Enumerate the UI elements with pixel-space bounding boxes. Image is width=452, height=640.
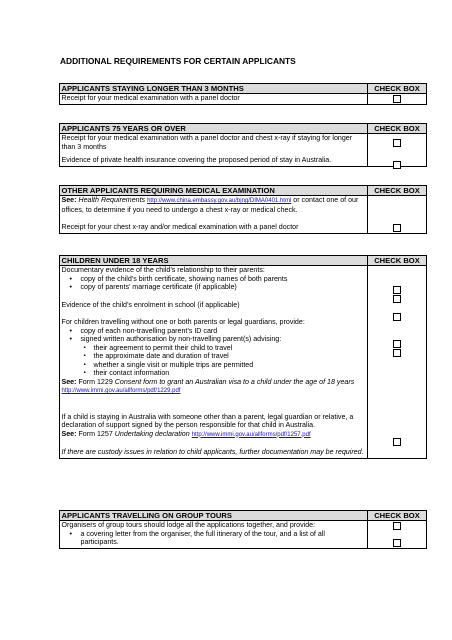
- section-title: APPLICANTS TRAVELLING ON GROUP TOURS: [60, 511, 368, 520]
- check-box-header: CHECK BOX: [374, 124, 420, 133]
- list-item: • copy of parents’ marriage certificate (if applicable): [62, 283, 366, 292]
- list-item: • signed written authorisation by non-travelling parent(s) advising:: [62, 335, 366, 344]
- section-75-years: [59, 123, 427, 167]
- checkbox-health-insurance[interactable]: [393, 161, 401, 169]
- checkbox-covering-letter[interactable]: [393, 539, 401, 547]
- section-header: [60, 84, 426, 94]
- section-title: APPLICANTS STAYING LONGER THAN 3 MONTHS: [60, 84, 368, 93]
- see-reference: See: Form 1229 Consent form to grant an Australian visa to a child under the age of 18 years http://www.immi.gov.au/allforms/pdf/1229.pdf: [61, 377, 355, 394]
- relationship-list: [62, 275, 366, 292]
- check-box-header: CHECK BOX: [374, 84, 420, 93]
- document-title: ADDITIONAL REQUIREMENTS FOR CERTAIN APPLICANTS: [60, 56, 296, 66]
- list-item: • copy of the child’s birth certificate, showing names of both parents: [62, 275, 366, 284]
- see-reference: See: Form 1257 Undertaking declaration http://www.immi.gov.au/allforms/pdf/1257.pdf: [61, 429, 311, 438]
- checkbox-authorisation[interactable]: [393, 349, 401, 357]
- list-item: ▪ their agreement to permit their child to travel: [62, 344, 366, 353]
- check-box-header: CHECK BOX: [374, 186, 420, 195]
- section-title: OTHER APPLICANTS REQUIRING MEDICAL EXAMINATION: [60, 186, 368, 195]
- checkbox-medical-xray[interactable]: [393, 139, 401, 147]
- requirement-text: Organisers of group tours should lodge all the applications together, and provide:: [61, 521, 316, 529]
- section-children: [59, 255, 427, 459]
- requirement-text: Receipt for your medical examination with a panel doctor and chest x-ray if staying for longer than 3 months: [61, 134, 353, 151]
- checkbox-medical-receipt[interactable]: [393, 95, 401, 103]
- section-title: CHILDREN UNDER 18 YEARS: [60, 256, 368, 265]
- list-item: • a covering letter from the organiser, the full itinerary of the tour, and a list of all participants.: [62, 530, 366, 547]
- checkbox-group-applications[interactable]: [393, 522, 401, 530]
- checkbox-marriage-certificate[interactable]: [393, 295, 401, 303]
- form-1229-link[interactable]: http://www.immi.gov.au/allforms/pdf/1229.pdf: [61, 388, 181, 394]
- requirement-text: Documentary evidence of the child’s relationship to their parents:: [61, 266, 265, 274]
- requirement-text: Evidence of private health insurance covering the proposed period of stay in Australia.: [61, 156, 332, 164]
- custody-note: If there are custody issues in relation to child applicants, further documentation may be required.: [61, 448, 364, 456]
- check-box-header: CHECK BOX: [374, 511, 420, 520]
- section-staying-longer: [59, 83, 427, 105]
- checkbox-birth-certificate[interactable]: [393, 286, 401, 294]
- checkbox-school-enrolment[interactable]: [393, 313, 401, 321]
- checkbox-chest-xray[interactable]: [393, 224, 401, 232]
- requirement-text: For children travelling without one or both parents or legal guardians, provide:: [61, 318, 305, 326]
- section-header: [60, 124, 426, 134]
- section-group-tours: [59, 510, 427, 549]
- authorisation-list: [62, 344, 366, 378]
- requirement-text: Receipt for your chest x-ray and/or medical examination with a panel doctor: [61, 223, 299, 231]
- form-1257-link[interactable]: http://www.immi.gov.au/allforms/pdf/1257.pdf: [191, 431, 311, 438]
- health-requirements-link[interactable]: http://www.china.embassy.gov.au/bjng/DIMA0401.html: [147, 198, 292, 204]
- see-reference: See: Health Requirements http://www.china.embassy.gov.au/bjng/DIMA0401.html or contact one of our offices, to determine if you need to undergo a chest x-ray or medical check.: [61, 196, 359, 214]
- checkbox-parent-id[interactable]: [393, 340, 401, 348]
- list-item: ▪ their contact information: [62, 369, 366, 378]
- list-item: ▪ the approximate date and duration of travel: [62, 352, 366, 361]
- section-header: [60, 186, 426, 196]
- checkbox-declaration-support[interactable]: [393, 438, 401, 446]
- list-item: ▪ whether a single visit or multiple trips are permitted: [62, 361, 366, 370]
- requirement-text: Evidence of the child’s enrolment in school (if applicable): [61, 300, 240, 309]
- check-box-header: CHECK BOX: [374, 256, 420, 265]
- travel-list: [62, 327, 366, 344]
- section-header: [60, 511, 426, 521]
- group-list: [62, 530, 366, 547]
- section-title: APPLICANTS 75 YEARS OR OVER: [60, 124, 368, 133]
- requirement-text: If a child is staying in Australia with someone other than a parent, legal guardian or relative, a declaration of support signed by the person responsible for that child in Australia.: [61, 412, 354, 429]
- section-header: [60, 256, 426, 266]
- requirement-text: Receipt for your medical examination with a panel doctor: [61, 94, 240, 102]
- section-medical-exam: [59, 185, 427, 234]
- list-item: • copy of each non-travelling parent’s ID card: [62, 327, 366, 336]
